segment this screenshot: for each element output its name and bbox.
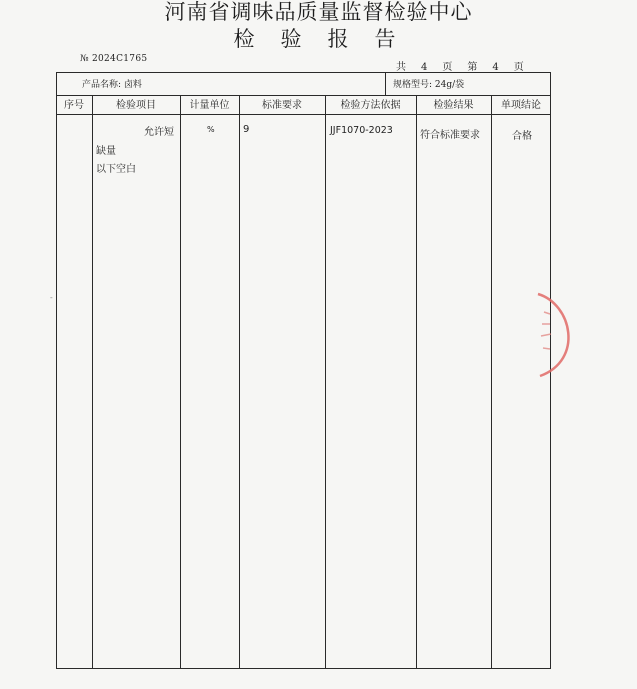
column-divider bbox=[325, 96, 326, 669]
page-current-unit: 页 bbox=[513, 62, 525, 73]
item-line-1: 允许短 bbox=[144, 127, 174, 138]
column-header-item: 检验项目 bbox=[116, 100, 156, 111]
column-divider bbox=[180, 96, 181, 669]
page-current-label: 第 bbox=[467, 62, 479, 73]
page-current: 4 bbox=[492, 62, 500, 73]
page-total-label: 共 bbox=[396, 62, 407, 73]
organization-title: 河南省调味品质量监督检验中心 bbox=[164, 0, 473, 24]
header-row-divider bbox=[56, 114, 551, 115]
spec-model: 规格型号: 24g/袋 bbox=[393, 80, 465, 90]
method-value: JJF1070-2023 bbox=[330, 125, 393, 136]
column-header-no: 序号 bbox=[64, 100, 84, 111]
column-header-conclusion: 单项结论 bbox=[501, 100, 541, 111]
column-divider bbox=[491, 96, 492, 669]
product-name: 产品名称: 卤料 bbox=[82, 80, 142, 90]
page-total-unit: 页 bbox=[442, 62, 454, 73]
column-header-unit: 计量单位 bbox=[189, 100, 230, 111]
unit-value: % bbox=[207, 125, 215, 134]
item-line-2: 缺量 bbox=[96, 146, 116, 157]
column-header-requirement: 标准要求 bbox=[262, 100, 302, 111]
conclusion-value: 合格 bbox=[512, 131, 532, 142]
column-header-result: 检验结果 bbox=[433, 100, 474, 111]
document-title: 检验报告 bbox=[233, 27, 422, 51]
page-total: 4 bbox=[421, 62, 429, 73]
column-header-method: 检验方法依据 bbox=[340, 100, 401, 111]
column-divider bbox=[239, 96, 240, 669]
product-info-row bbox=[56, 72, 551, 96]
page-count bbox=[396, 58, 539, 73]
column-divider bbox=[92, 96, 93, 669]
end-note: 以下空白 bbox=[96, 164, 136, 175]
spec-cell bbox=[385, 72, 551, 95]
requirement-value: 9 bbox=[243, 124, 250, 135]
column-divider bbox=[416, 96, 417, 669]
margin-mark: - bbox=[50, 293, 53, 302]
report-number: № 2024C1765 bbox=[80, 54, 148, 64]
result-value: 符合标准要求 bbox=[420, 130, 480, 141]
seal-stamp bbox=[532, 290, 580, 378]
